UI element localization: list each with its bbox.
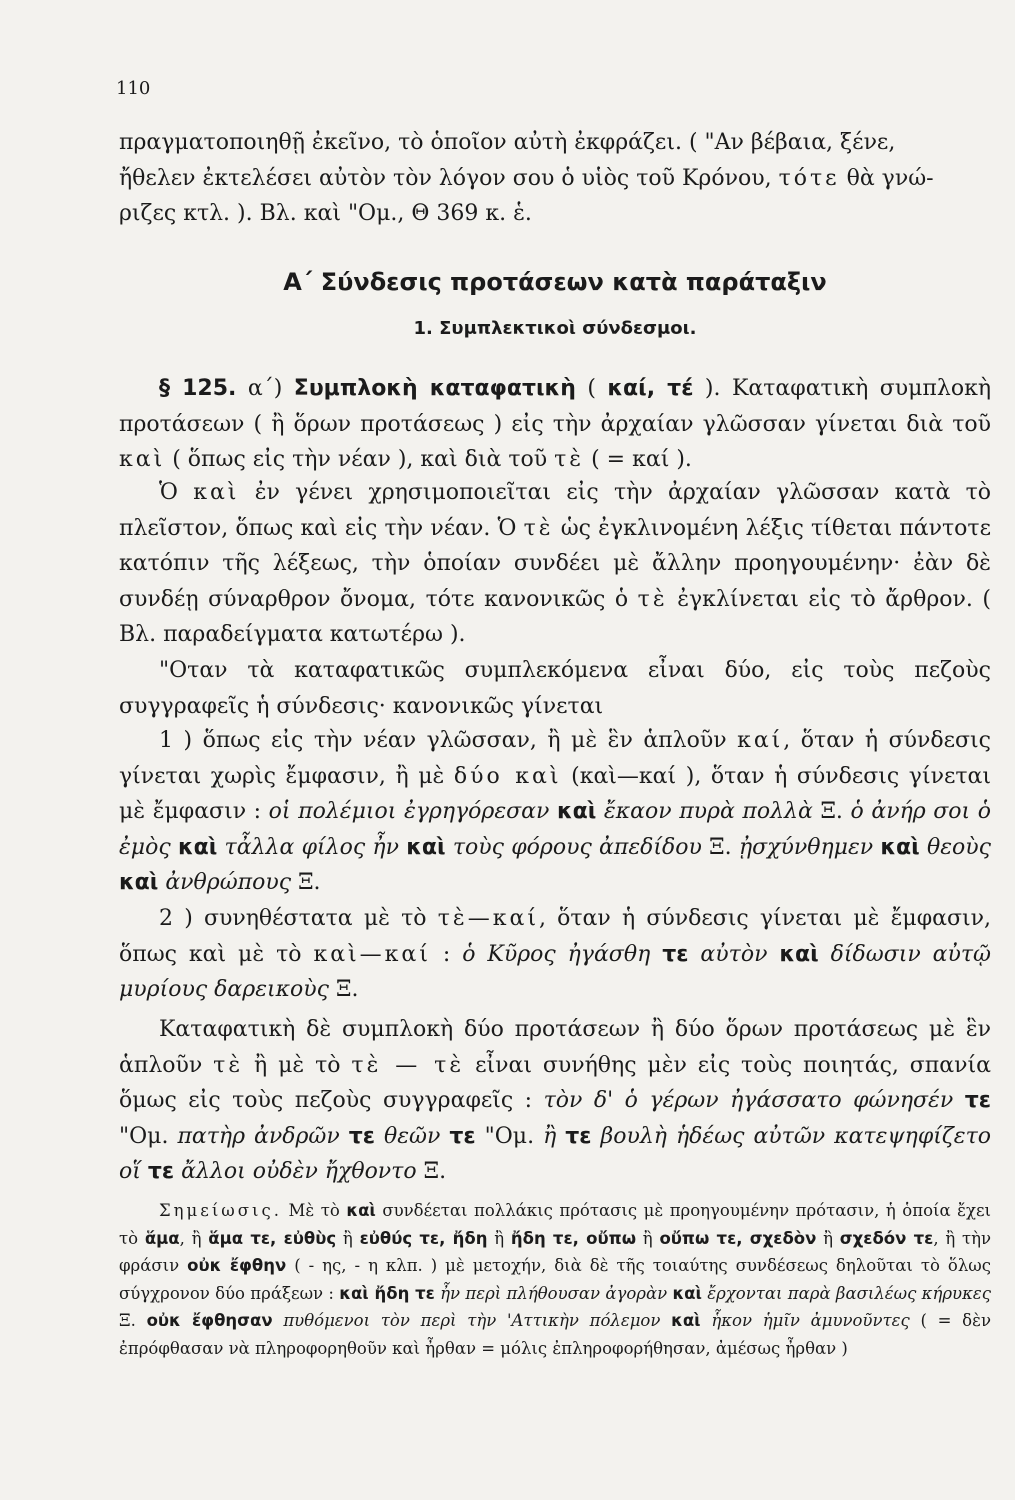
section-title: Συμπλοκὴ καταφατικὴ — [293, 376, 576, 401]
intro-line: ἤθελεν ἐκτελέσει αὐτὸν τὸν λόγον σου ὁ υἱὸς τοῦ Κρόνου, τότε θὰ γνώ- — [119, 165, 934, 191]
rule-item-2: 2 ) συνηθέστατα μὲ τὸ τὲ—καί, ὅταν ἡ σύνδεσις γίνεται μὲ ἔμφασιν, ὅπως καὶ μὲ τὸ καὶ—καί : ὁ Κῦρος ἠγάσθη τε αὐτὸν καὶ δίδωσιν αὐτῷ μυρίους δαρεικοὺς Ξ. — [119, 906, 991, 1002]
te-poets-paragraph: Καταφατικὴ δὲ συμπλοκὴ δύο προτάσεων ἢ δύο ὅρων προτάσεως μὲ ἓν ἁπλοῦν τὲ ἢ μὲ τὸ τὲ — τὲ εἶναι συνήθης μὲν εἰς τοὺς ποιητάς, σπανία ὅμως εἰς τοὺς πεζοὺς συγγραφεῖς : τὸν δ' ὁ γέρων ἠγάσσατο φώνησέν τε "Ομ. πατὴρ ἀνδρῶν τε θεῶν τε "Ομ. ἢ τε βουλὴ ἡδέως αὐτῶν κατεψηφίζετο οἵ τε ἄλλοι οὐδὲν ἤχθοντο Ξ. — [119, 1017, 992, 1184]
rule-item-1: 1 ) ὅπως εἰς τὴν νέαν γλῶσσαν, ἢ μὲ ἓν ἁπλοῦν καί, ὅταν ἡ σύνδεσις γίνεται χωρὶς ἔμφασιν, ἢ μὲ δύο καὶ (καὶ—καί ), ὅταν ἡ σύνδεσις γίνεται μὲ ἔμφασιν : οἱ πολέμιοι ἐγρηγόρεσαν καὶ ἔκαον πυρὰ πολλὰ Ξ. ὁ ἀνήρ σοι ὁ ἐμὸς καὶ τἆλλα φίλος ἦν καὶ τοὺς φόρους ἀπεδίδου Ξ. ᾐσχύνθημεν καὶ θεοὺς καὶ ἀνθρώπους Ξ. — [119, 728, 991, 895]
subsection-heading: 1. Συμπλεκτικοὶ σύνδεσμοι. — [413, 318, 697, 339]
section-125-paragraph: § 125. α΄) Συμπλοκὴ καταφατικὴ ( καί, τέ ). Καταφατικὴ συμπλοκὴ προτάσεων ( ἢ ὅρων προτάσεως ) εἰς τὴν ἀρχαίαν γλῶσσαν γίνεται διὰ τοῦ καὶ ( ὅπως εἰς τὴν νέαν ), καὶ διὰ τοῦ τὲ ( = καί ). — [119, 376, 992, 472]
intro-line: ριζες κτλ. ). Βλ. καὶ "Ομ., Θ 369 κ. ἑ. — [119, 201, 532, 226]
two-items-paragraph: "Οταν τὰ καταφατικῶς συμπλεκόμενα εἶναι δύο, εἰς τοὺς πεζοὺς συγγραφεῖς ἡ σύνδεσις· κανονικῶς γίνεται — [119, 658, 991, 719]
kai-usage-paragraph: Ὁ καὶ ἐν γένει χρησιμοποιεῖται εἰς τὴν ἀρχαίαν γλῶσσαν κατὰ τὸ πλεῖστον, ὅπως καὶ εἰς τὴν νέαν. Ὁ τὲ ὡς ἐγκλινομένη λέξις τίθεται πάντοτε κατόπιν τῆς λέξεως, τὴν ὁποίαν συνδέει μὲ ἄλλην προηγουμένην· ἐὰν δὲ συνδέῃ σύναρθρον ὄνομα, τότε κανονικῶς ὁ τὲ ἐγκλίνεται εἰς τὸ ἄρθρον. ( Βλ. παραδείγματα κατωτέρω ). — [119, 480, 992, 647]
note-label: Σημείωσις. — [159, 1201, 282, 1220]
chapter-heading: Α΄ Σύνδεσις προτάσεων κατὰ παράταξιν — [283, 268, 827, 296]
intro-paragraph — [119, 125, 991, 232]
intro-line: πραγματοποιηθῇ ἐκεῖνο, τὸ ὁποῖον αὐτὴ ἐκφράζει. ( "Αν βέβαια, ξένε, — [119, 130, 896, 155]
page-number: 110 — [116, 78, 151, 99]
note-paragraph: Σημείωσις. Μὲ τὸ καὶ συνδέεται πολλάκις πρότασις μὲ προηγουμένην πρότασιν, ἡ ὁποία ἔχει τὸ ἅμα, ἢ ἅμα τε, εὐθὺς ἢ εὐθύς τε, ἤδη ἢ ἤδη τε, οὔπω ἢ οὔπω τε, σχεδὸν ἢ σχεδόν τε, ἢ τὴν φράσιν οὐκ ἔφθην ( - ης, - η κλπ. ) μὲ μετοχήν, διὰ δὲ τῆς τοιαύτης συνδέσεως δηλοῦται τὸ ὅλως σύγχρονον δύο πράξεων : καὶ ἤδη τε ἦν περὶ πλήθουσαν ἀγορὰν καὶ ἔρχονται παρὰ βασιλέως κήρυκες Ξ. οὐκ ἔφθησαν πυθόμενοι τὸν περὶ τὴν 'Αττικὴν πόλεμον καὶ ἧκον ἡμῖν ἀμυνοῦντες ( = δὲν ἐπρόφθασαν νὰ πληροφορηθοῦν καὶ ἦρθαν = μόλις ἐπληροφορήθησαν, ἀμέσως ἦρθαν ) — [119, 1201, 992, 1358]
section-number: § 125. — [159, 376, 237, 401]
